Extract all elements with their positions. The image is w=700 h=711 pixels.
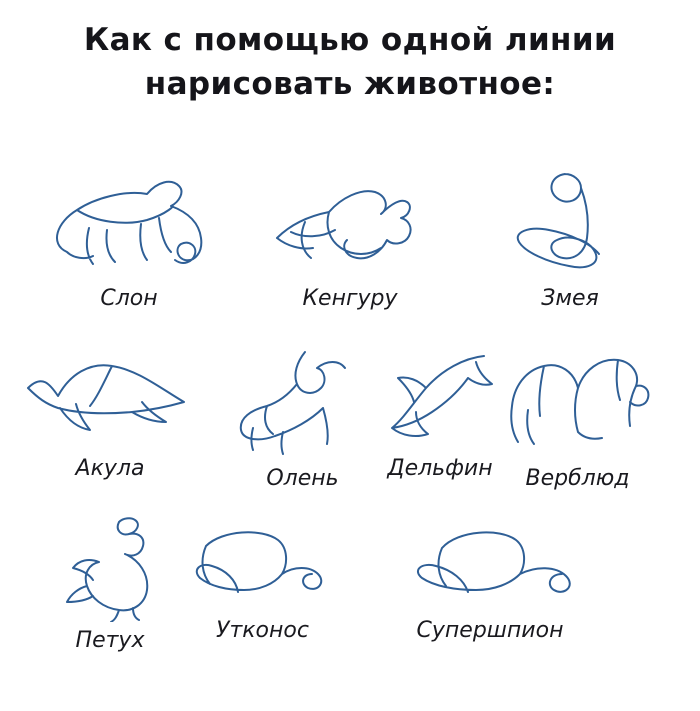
animal-caption: Слон [100, 286, 158, 311]
animal-card-camel [490, 340, 665, 491]
title-line-2: нарисовать животное: [144, 66, 556, 102]
animal-card-elephant [14, 160, 244, 311]
animal-caption: Утконос [216, 618, 309, 643]
snake-line-drawing [495, 160, 645, 280]
animal-caption: Змея [541, 286, 599, 311]
animal-caption: Петух [75, 628, 145, 653]
animal-caption: Олень [266, 466, 339, 491]
animal-card-platypus [175, 522, 350, 643]
animal-caption: Кенгуру [302, 286, 398, 311]
kangaroo-line-drawing [265, 160, 435, 280]
animal-card-superspy [375, 522, 605, 643]
animal-card-snake [470, 160, 670, 311]
animal-caption: Дельфин [387, 456, 493, 481]
animal-card-rooster [30, 512, 190, 653]
animal-card-deer [215, 340, 390, 491]
animal-card-dolphin [370, 340, 510, 481]
superspy-line-drawing [390, 522, 590, 612]
camel-line-drawing [498, 340, 658, 460]
deer-line-drawing [223, 340, 383, 460]
dolphin-line-drawing [380, 340, 500, 450]
animal-card-kangaroo [250, 160, 450, 311]
animal-card-shark [10, 340, 210, 481]
platypus-line-drawing [178, 522, 348, 612]
elephant-line-drawing [29, 160, 229, 280]
title-line-1: Как с помощью одной линии [83, 22, 617, 58]
animal-caption: Супершпион [416, 618, 564, 643]
animal-caption: Верблюд [525, 466, 630, 491]
shark-line-drawing [20, 340, 200, 450]
page-title [0, 18, 700, 106]
rooster-line-drawing [45, 512, 175, 622]
animal-caption: Акула [75, 456, 145, 481]
